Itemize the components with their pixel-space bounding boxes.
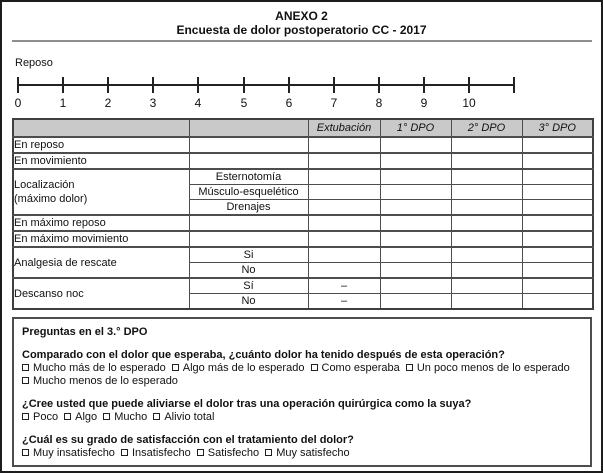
scale-tick-label: 1 — [59, 96, 67, 110]
scale-tick-label: 3 — [149, 96, 157, 110]
answer-option — [103, 411, 147, 423]
answer-option — [311, 362, 400, 374]
checkbox-icon — [172, 364, 179, 371]
column-header-dpo3: 3° DPO — [522, 119, 593, 137]
scale-tick-label: 4 — [194, 96, 202, 110]
checkbox-icon — [64, 413, 71, 420]
empty-value-cell — [522, 278, 593, 294]
scale-tick — [152, 77, 154, 93]
checkbox-icon — [153, 413, 160, 420]
row-label-descanso-noc: Descanso noc — [13, 278, 189, 309]
sub-label-drenajes: Drenajes — [189, 200, 308, 216]
sub-label-musculo-esqueletico: Músculo-esquelético — [189, 185, 308, 200]
row-label-en-reposo: En reposo — [13, 137, 189, 153]
empty-value-cell — [522, 247, 593, 263]
column-header-dpo1: 1° DPO — [380, 119, 451, 137]
option-label: Algo más de lo esperado — [182, 362, 305, 374]
empty-value-cell — [308, 231, 380, 247]
row-label-en-maximo-reposo: En máximo reposo — [13, 215, 189, 231]
header-empty-cell — [189, 119, 308, 137]
empty-value-cell — [380, 231, 451, 247]
answer-option — [22, 362, 166, 374]
scale-tick — [17, 77, 19, 93]
scale-tick — [62, 77, 64, 93]
option-label: Mucho menos de lo esperado — [33, 375, 178, 387]
scale-tick — [243, 77, 245, 93]
empty-value-cell — [308, 247, 380, 263]
scale-tick — [513, 77, 515, 93]
answer-option — [172, 362, 305, 374]
empty-value-cell — [451, 153, 522, 169]
empty-value-cell — [451, 247, 522, 263]
sub-label-descanso-si: Sí — [189, 278, 308, 294]
empty-value-cell — [189, 231, 308, 247]
empty-value-cell — [308, 185, 380, 200]
sub-label-descanso-no: No — [189, 294, 308, 310]
empty-value-cell — [380, 137, 451, 153]
option-label: Muy satisfecho — [276, 447, 350, 459]
empty-value-cell — [451, 215, 522, 231]
survey-title: Encuesta de dolor postoperatorio CC - 2017 — [176, 23, 427, 37]
scale-tick — [423, 77, 425, 93]
question-1-options — [22, 362, 582, 388]
row-label-analgesia-de-rescate: Analgesia de rescate — [13, 247, 189, 278]
answer-option — [64, 411, 97, 423]
empty-value-cell — [380, 247, 451, 263]
row-label-localizacion — [13, 169, 189, 215]
empty-value-cell — [308, 200, 380, 216]
checkbox-icon — [197, 449, 204, 456]
empty-value-cell — [451, 231, 522, 247]
empty-value-cell — [380, 200, 451, 216]
empty-value-cell — [522, 263, 593, 279]
checkbox-icon — [121, 449, 128, 456]
checkbox-icon — [22, 413, 29, 420]
annex-title: ANEXO 2 — [275, 9, 328, 23]
empty-value-cell — [522, 137, 593, 153]
scale-line — [17, 84, 515, 86]
questions-box — [12, 317, 592, 467]
empty-value-cell — [522, 185, 593, 200]
empty-value-cell — [451, 263, 522, 279]
empty-value-cell — [189, 215, 308, 231]
question-2-options — [22, 411, 582, 424]
scale-tick — [197, 77, 199, 93]
scale-tick — [468, 77, 470, 93]
answer-option — [22, 411, 58, 423]
option-label: Alivio total — [164, 411, 215, 423]
empty-value-cell — [522, 294, 593, 310]
checkbox-icon — [311, 364, 318, 371]
option-label: Algo — [75, 411, 98, 423]
sub-label-esternotomia: Esternotomía — [189, 169, 308, 185]
answer-option — [265, 447, 349, 459]
empty-value-cell — [189, 153, 308, 169]
scale-tick-label: 6 — [285, 96, 293, 110]
scale-tick-label: 8 — [375, 96, 383, 110]
empty-value-cell — [522, 215, 593, 231]
answer-option — [121, 447, 191, 459]
scale-label: Reposo — [15, 57, 53, 69]
empty-value-cell — [451, 185, 522, 200]
dash-value-cell: – — [308, 278, 380, 294]
scale-tick — [288, 77, 290, 93]
empty-value-cell — [308, 153, 380, 169]
empty-value-cell — [380, 278, 451, 294]
empty-value-cell — [451, 278, 522, 294]
scale-tick-label: 7 — [330, 96, 338, 110]
empty-value-cell — [308, 215, 380, 231]
row-label-en-maximo-movimiento: En máximo movimiento — [13, 231, 189, 247]
option-label: Mucho — [114, 411, 148, 423]
localizacion-line2: (máximo dolor) — [14, 193, 88, 205]
empty-value-cell — [380, 294, 451, 310]
question-2: ¿Cree usted que puede aliviarse el dolor tras una operación quirúrgica como la suya? — [22, 398, 472, 410]
empty-value-cell — [380, 169, 451, 185]
scale-tick-label: 2 — [104, 96, 112, 110]
checkbox-icon — [22, 377, 29, 384]
option-label: Poco — [33, 411, 59, 423]
scale-tick-label: 10 — [462, 96, 476, 110]
question-3-options — [22, 447, 582, 460]
questions-section-title: Preguntas en el 3.° DPO — [22, 326, 148, 338]
scale-tick — [107, 77, 109, 93]
empty-value-cell — [522, 231, 593, 247]
empty-value-cell — [380, 185, 451, 200]
option-label: Muy insatisfecho — [33, 447, 115, 459]
option-label: Mucho más de lo esperado — [33, 362, 166, 374]
empty-value-cell — [451, 137, 522, 153]
checkbox-icon — [265, 449, 272, 456]
empty-value-cell — [522, 169, 593, 185]
sub-label-analgesia-si: Si — [189, 247, 308, 263]
empty-value-cell — [451, 294, 522, 310]
question-1: Comparado con el dolor que esperaba, ¿cuánto dolor ha tenido después de esta operación? — [22, 349, 505, 361]
answer-option — [406, 362, 570, 374]
question-3: ¿Cuál es su grado de satisfacción con el tratamiento del dolor? — [22, 434, 354, 446]
dash-value-cell: – — [308, 294, 380, 310]
answer-option — [22, 447, 115, 459]
scale-tick-label: 5 — [240, 96, 248, 110]
scale-tick — [378, 77, 380, 93]
scale-tick-label: 9 — [420, 96, 428, 110]
scale-tick-label: 0 — [14, 96, 22, 110]
empty-value-cell — [451, 169, 522, 185]
option-label: Insatisfecho — [132, 447, 191, 459]
sub-label-analgesia-no: No — [189, 263, 308, 279]
empty-value-cell — [308, 169, 380, 185]
empty-value-cell — [308, 263, 380, 279]
row-label-en-movimiento: En movimiento — [13, 153, 189, 169]
empty-value-cell — [189, 137, 308, 153]
empty-value-cell — [380, 263, 451, 279]
checkbox-icon — [22, 364, 29, 371]
empty-value-cell — [380, 153, 451, 169]
column-header-dpo2: 2° DPO — [451, 119, 522, 137]
checkbox-icon — [22, 449, 29, 456]
answer-option — [197, 447, 259, 459]
empty-value-cell — [522, 200, 593, 216]
empty-value-cell — [451, 200, 522, 216]
option-label: Como esperaba — [321, 362, 400, 374]
title-rule — [12, 40, 592, 42]
pain-scale — [2, 57, 603, 115]
empty-value-cell — [522, 153, 593, 169]
scale-tick — [333, 77, 335, 93]
column-header-extubacion: Extubación — [308, 119, 380, 137]
option-label: Satisfecho — [207, 447, 260, 459]
header-empty-cell — [13, 119, 189, 137]
pain-record-table — [12, 118, 594, 310]
checkbox-icon — [406, 364, 413, 371]
answer-option — [153, 411, 214, 423]
checkbox-icon — [103, 413, 110, 420]
empty-value-cell — [380, 215, 451, 231]
empty-value-cell — [308, 137, 380, 153]
localizacion-line1: Localización — [14, 179, 75, 191]
answer-option — [22, 375, 178, 387]
option-label: Un poco menos de lo esperado — [416, 362, 570, 374]
